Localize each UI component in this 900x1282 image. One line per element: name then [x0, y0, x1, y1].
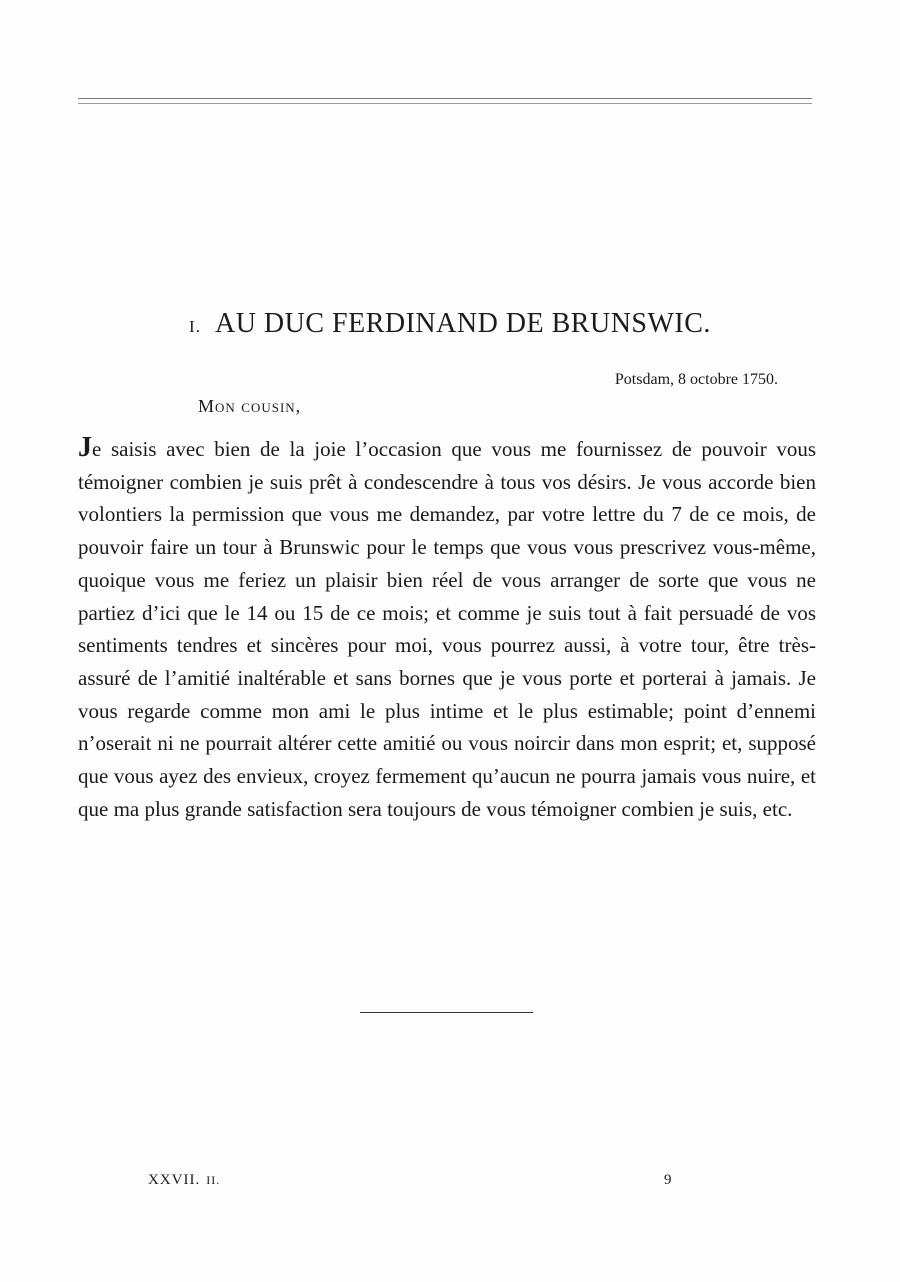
volume-mark: XXVII. — [148, 1172, 201, 1188]
salutation: Mon cousin, — [198, 396, 302, 416]
dateline: Potsdam, 8 octobre 1750. — [614, 371, 778, 388]
part-mark: II. — [206, 1173, 221, 1187]
letter-title: AU DUC FERDINAND DE BRUNSWIC. — [214, 308, 711, 339]
page-number: 9 — [664, 1172, 672, 1188]
end-rule — [360, 1012, 533, 1013]
letter-body — [78, 432, 816, 825]
footer-signature — [148, 1172, 220, 1189]
top-rule — [78, 98, 812, 104]
drop-cap: J — [78, 432, 92, 463]
letter-number: I. — [189, 317, 201, 336]
letter-text: e saisis avec bien de la joie l’occasion que vous me fournissez de pouvoir vous témoigner combien je suis prêt à condescendre à tous vos désirs. Je vous accorde bien volontiers la permission que vous me demandez, par votre lettre du 7 de ce mois, de pouvoir faire un tour à Brunswic pour le temps que vous vous prescrivez vous-même, quoique vous me feriez un plaisir bien réel de vous arranger de sorte que vous ne partiez d’ici que le 14 ou 15 de ce mois; et comme je suis tout à fait persuadé de vos sentiments tendres et sincères pour moi, vous pourrez aussi, à votre tour, être très-assuré de l’amitié inaltérable et sans bornes que je vous porte et porterai à jamais. Je vous regarde comme mon ami le plus intime et le plus estimable; point d’ennemi n’oserait ni ne pourrait altérer cette amitié ou vous noircir dans mon esprit; et, supposé que vous ayez des envieux, croyez fermement qu’aucun ne pourra jamais vous nuire, et que ma plus grande satisfaction sera toujours de vous témoigner combien je suis, etc. — [78, 437, 816, 821]
letter-heading — [0, 308, 900, 340]
